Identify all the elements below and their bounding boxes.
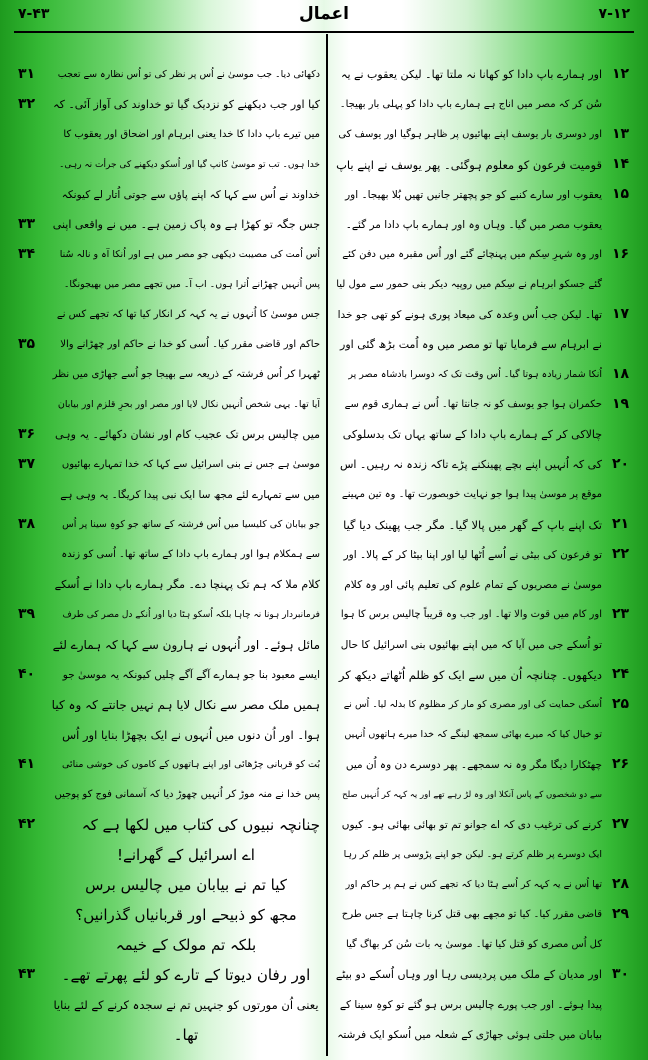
verse-number: ۱۳ [612, 126, 630, 142]
verse-number: ۲۸ [612, 876, 630, 892]
verse-number: ۴۲ [18, 816, 36, 832]
text-line: اور کام میں قوت والا تھا۔ اور جب وہ قریباً چالیس برس کا ہوا [340, 609, 602, 620]
text-line: پس اُنہیں چھڑانے اُترا ہوں۔ اب آ۔ میں تجھے مصر میں بھیجونگا۔ [63, 279, 320, 290]
verse-number: ۱۲ [612, 66, 630, 82]
text-line: خداوند نے اُس سے کہا کہ اپنے پاؤں سے جوتی اُتار لے کیونکہ [61, 189, 320, 201]
right-page-reference: ۷-۱۲ [598, 6, 630, 22]
verse-number: ۳۹ [18, 606, 36, 622]
text-line: سُن کر کہ مصر میں اناج ہے ہمارے باپ دادا کو پہلی بار بھیجا۔ [339, 99, 602, 110]
text-line: موقع پر موسیٰ پیدا ہوا جو نہایت خوبصورت تھا۔ وہ تین مہینے [341, 489, 602, 500]
verse-number: ۳۰ [612, 966, 630, 982]
text-line: ٹھہرا کر اُس فرشتہ کے ذریعہ سے بھیجا جو اُسے جھاڑی میں نظر [52, 369, 320, 380]
verse-number: ۲۶ [612, 756, 630, 772]
text-line: تھا۔ لیکن جب اُس وعدہ کی میعاد پوری ہونے کو تھی جو خدا [337, 309, 602, 321]
text-line: چالاکی کر کے ہمارے باپ دادا کے ساتھ یہاں تک بدسلوکی [342, 428, 602, 441]
text-line: کیا تم نے بیابان میں چالیس برس [85, 876, 287, 894]
text-line: تک اپنے باپ کے گھر میں پالا گیا۔ مگر جب پھینک دیا گیا [343, 518, 602, 532]
verse-number: ۲۰ [612, 456, 630, 472]
text-line: حکمران ہوا جو یوسف کو نہ جانتا تھا۔ اُس نے ہماری قوم سے [344, 399, 602, 410]
verse-number: ۳۲ [18, 96, 36, 112]
text-line: موسیٰ نے مصریوں کے تمام علوم کی تعلیم پائی اور وہ کلام [344, 579, 602, 591]
text-line: کل اُس مصری کو قتل کیا تھا۔ موسیٰ یہ بات سُن کر بھاگ گیا [345, 939, 602, 950]
text-line: قومیت فرعون کو معلوم ہوگئی۔ پھر یوسف نے اپنے باپ [336, 158, 602, 172]
text-line: حاکم اور قاضی مقرر کیا۔ اُسی کو خدا نے حاکم اور چھڑانے والا [60, 339, 320, 350]
verse-number: ۲۹ [612, 906, 630, 922]
text-line: تھا اُس نے یہ کہہ کر اُسے ہٹا دیا کہ تجھے کس نے ہم پر حاکم اور [345, 879, 602, 890]
text-line: جس جگہ تو کھڑا ہے وہ پاک زمین ہے۔ میں نے واقعی اپنی [52, 218, 320, 231]
verse-number: ۴۰ [18, 666, 36, 682]
text-line: ہمیں ملک مصر سے نکال لایا ہم نہیں جانتے کہ وہ کیا [52, 698, 320, 712]
text-line: میں سے تمہارے لئے مجھ سا ایک نبی پیدا کریگا۔ یہ وہی ہے [60, 489, 320, 501]
text-line: میں تیرے باپ دادا کا خدا یعنی ابرہام اور اضحاق اور یعقوب کا [63, 129, 320, 140]
text-line: تو خیال کیا کہ میرے بھائی سمجھ لینگے کہ خدا میرے ہاتھوں اُنہیں [344, 729, 602, 740]
text-line: قاضی مقرر کیا۔ کیا تو مجھے بھی قتل کرنا چاہتا ہے جس طرح [341, 909, 602, 920]
verse-number: ۱۸ [612, 366, 630, 382]
verse-number: ۲۴ [612, 666, 630, 682]
verse-number: ۳۱ [18, 66, 36, 82]
verse-number: ۱۶ [612, 246, 630, 262]
left-page-reference: ۷-۴۳ [18, 6, 50, 22]
text-line: کرنے کی ترغیب دی کہ اے جوانو تم تو بھائی بھائی ہو۔ کیوں [341, 819, 602, 831]
text-line: اور مدیان کے ملک میں پردیسی رہا اور وہاں اُسکے دو بیٹے [336, 968, 602, 981]
text-line: دیکھوں۔ چنانچہ اُن میں سے ایک کو ظلم اُٹھاتے دیکھ کر [338, 668, 602, 682]
text-line: اور رفان دیوتا کے تارے کو لئے پھرتے تھے۔ [61, 966, 311, 984]
verse-number: ۲۲ [612, 546, 630, 562]
text-line: کلام ملا کہ ہم تک پہنچا دے۔ مگر ہمارے باپ دادا نے اُسکے [54, 578, 320, 591]
verse-number: ۱۵ [612, 186, 630, 202]
text-line: جس موسیٰ کا اُنہوں نے یہ کہہ کر انکار کیا تھا کہ تجھے کس نے [56, 309, 320, 320]
text-line: یعنی اُن مورتوں کو جنہیں تم نے سجدہ کرنے کے لئے بنایا [53, 998, 319, 1012]
column-divider [326, 34, 328, 1056]
verse-number: ۳۸ [18, 516, 36, 532]
text-line: اُس اُمت کی مصیبت دیکھی جو مصر میں ہے اور اُنکا آہ و نالہ سُنا [59, 249, 320, 260]
left-column-text [52, 60, 320, 1050]
text-line: اور وہ شہرِ سِکم میں پہنچائے گئے اور اُس مقبرہ میں دفن کئے [342, 249, 602, 260]
text-line: سے ہمکلام ہوا اور ہمارے باپ دادا کے ساتھ تھا۔ اُسی کو زندہ [61, 549, 320, 560]
text-line: یعقوب اور سارے کنبے کو جو پچھتر جانیں تھیں بُلا بھیجا۔ اور [345, 189, 602, 201]
text-line: اے اسرائیل کے گھرانے! [117, 846, 255, 864]
text-line: آیا تھا۔ یہی شخص اُنہیں نکال لایا اور مصر اور بحرِ قلزم اور بیابان [57, 399, 320, 410]
text-line: بلکہ تم مولک کے خیمہ [115, 936, 257, 954]
text-line: کی کہ اُنہیں اپنے بچے پھینکنے پڑے تاکہ زندہ نہ رہیں۔ اس [339, 458, 602, 471]
header-divider [14, 31, 634, 33]
verse-number: ۱۹ [612, 396, 630, 412]
verse-number: ۴۳ [18, 966, 36, 982]
text-line: ایک دوسرے پر ظلم کرتے ہو۔ لیکن جو اپنے پڑوسی پر ظلم کر رہا [343, 849, 602, 860]
verse-number: ۳۵ [18, 336, 36, 352]
text-line: فرمانبردار ہونا نہ چاہا بلکہ اُسکو ہٹا دیا اور اُنکے دل مصر کی طرف [62, 610, 320, 620]
text-line: کیا اور جب دیکھنے کو نزدیک گیا تو خداوند کی آواز آئی۔ کہ [53, 98, 320, 111]
page-header [0, 0, 648, 34]
text-line: میں چالیس برس تک عجیب کام اور نشان دکھائے۔ یہ وہی [55, 428, 320, 441]
text-line: سے دو شخصوں کے پاس آنکلا اور وہ لڑ رہے تھے اور یہ کہہ کر اُنہیں صلح [342, 790, 602, 800]
text-line: موسیٰ ہے جس نے بنی اسرائیل سے کہا کہ خدا تمہارے بھائیوں [61, 459, 320, 470]
text-line: مائل ہوئے۔ اور اُنہوں نے ہارون سے کہا کہ ہمارے لئے [52, 638, 320, 652]
right-column-text [336, 60, 602, 1050]
verse-number: ۳۷ [18, 456, 36, 472]
text-line: اور ہمارے باپ دادا کو کھانا نہ ملتا تھا۔ لیکن یعقوب نے یہ [341, 68, 602, 81]
verse-number: ۳۳ [18, 216, 36, 232]
text-line: گئے جسکو ابرہام نے سِکم میں روپیہ دیکر بنی حمور سے مول لیا [336, 279, 602, 290]
text-line: ہوا۔ اور اُن دنوں میں اُنہوں نے ایک بچھڑا بنایا اور اُس [62, 728, 320, 742]
text-line: پس خدا نے منہ موڑ کر اُنہیں چھوڑ دیا کہ آسمانی فوج کو پوجیں [54, 789, 320, 800]
text-line: ایسے معبود بنا جو ہمارے آگے آگے چلیں کیونکہ یہ موسیٰ جو [62, 669, 320, 681]
book-title: اعمال [299, 4, 349, 24]
text-line: پیدا ہوئے۔ اور جب پورے چالیس برس ہو گئے تو کوہِ سینا کے [339, 999, 602, 1011]
text-line: تو اُسکے جی میں آیا کہ میں اپنے بھائیوں بنی اسرائیل کا حال [340, 639, 602, 651]
verse-number: ۲۱ [612, 516, 630, 532]
text-line: مجھ کو ذبیحے اور قربانیاں گذرانیں؟ [75, 906, 297, 924]
text-line: جو بیابان کی کلیسیا میں اُس فرشتہ کے ساتھ جو کوہِ سینا پر اُس [62, 519, 320, 530]
verse-number: ۲۷ [612, 816, 630, 832]
verse-number: ۳۶ [18, 426, 36, 442]
verse-number: ۱۷ [612, 306, 630, 322]
verse-number: ۴۱ [18, 756, 36, 772]
text-line: اُسکی حمایت کی اور مصری کو مار کر مظلوم کا بدلہ لیا۔ اُس نے [343, 699, 602, 710]
verse-number: ۲۵ [612, 696, 630, 712]
verse-number: ۳۴ [18, 246, 36, 262]
text-line: تو فرعون کی بیٹی نے اُسے اُٹھا لیا اور اپنا بیٹا کر کے پالا۔ اور [343, 549, 602, 561]
verse-number: ۱۴ [612, 156, 630, 172]
text-line: یعقوب مصر میں گیا۔ وہاں وہ اور ہمارے باپ دادا مر گئے۔ [345, 219, 602, 231]
verse-number: ۲۳ [612, 606, 630, 622]
text-line: دکھائی دیا۔ جب موسیٰ نے اُس پر نظر کی تو اُس نظارہ سے تعجب [57, 69, 320, 80]
text-line: اُنکا شمار زیادہ ہوتا گیا۔ اُس وقت تک کہ دوسرا بادشاہ مصر پر [348, 369, 602, 380]
text-line: تھا۔ [173, 1026, 199, 1044]
text-line: خدا ہوں۔ تب تو موسیٰ کانپ گیا اور اُسکو دیکھنے کی جرأت نہ رہی۔ [59, 160, 320, 170]
text-line: چھٹکارا دیگا مگر وہ نہ سمجھے۔ پھر دوسرے دن وہ اُن میں [345, 759, 602, 771]
text-line: بیابان میں جلتی ہوئی جھاڑی کے شعلہ میں اُسکو ایک فرشتہ [337, 1029, 602, 1041]
text-line: بُت کو قربانی چڑھائی اور اپنے ہاتھوں کے کاموں کی خوشی منائی [62, 759, 320, 770]
text-line: نے ابرہام سے فرمایا تھا تو مصر میں وہ اُمت بڑھ گئی اور [340, 338, 602, 351]
text-line: چنانچہ نبیوں کی کتاب میں لکھا ہے کہ [81, 816, 320, 834]
text-line: اور دوسری بار یوسف اپنے بھائیوں پر ظاہر ہوگیا اور یوسف کی [338, 129, 602, 140]
